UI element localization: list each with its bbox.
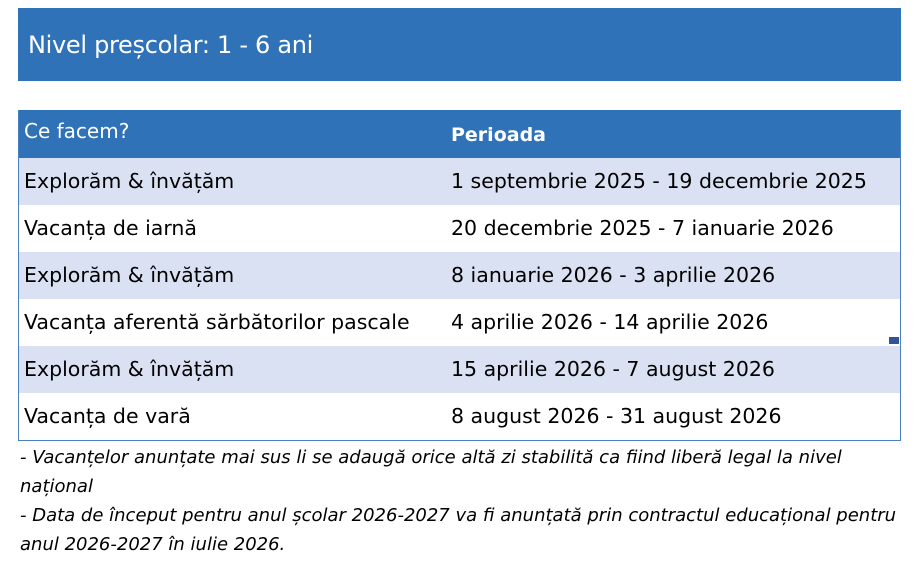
- footnotes: [20, 443, 900, 559]
- schedule-table: [18, 110, 901, 441]
- table-row: [19, 299, 900, 346]
- table-row: [19, 252, 900, 299]
- page-title: Nivel preșcolar: 1 - 6 ani: [28, 30, 314, 59]
- cell-period: 20 decembrie 2025 - 7 ianuarie 2026: [451, 216, 834, 240]
- cell-period: 1 septembrie 2025 - 19 decembrie 2025: [451, 169, 867, 193]
- title-banner: [18, 8, 901, 81]
- header-activity: Ce facem?: [24, 119, 130, 143]
- footnote-next-year: - Data de început pentru anul școlar 2026-2027 va fi anunțată prin contractul educațional pentru anul 2026-2027 în iulie 2026.: [20, 505, 897, 555]
- table-row: [19, 205, 900, 252]
- cell-period: 15 aprilie 2026 - 7 august 2026: [451, 357, 775, 381]
- table-row: [19, 346, 900, 393]
- footnote-holidays: - Vacanțelor anunțate mai sus li se adaugă orice altă zi stabilită ca fiind liberă legal la nivel național: [20, 447, 842, 497]
- cell-activity: Explorăm & învățăm: [24, 357, 235, 381]
- cell-activity: Explorăm & învățăm: [24, 169, 235, 193]
- header-period: Perioada: [451, 124, 546, 146]
- resize-handle[interactable]: [889, 337, 899, 344]
- cell-period: 8 ianuarie 2026 - 3 aprilie 2026: [451, 263, 776, 287]
- table-header: [19, 110, 900, 158]
- cell-activity: Vacanța de iarnă: [24, 216, 197, 240]
- cell-activity: Vacanța aferentă sărbătorilor pascale: [24, 310, 410, 334]
- cell-activity: Vacanța de vară: [24, 404, 191, 428]
- cell-activity: Explorăm & învățăm: [24, 263, 235, 287]
- table-row: [19, 158, 900, 205]
- cell-period: 4 aprilie 2026 - 14 aprilie 2026: [451, 310, 769, 334]
- table-row: [19, 393, 900, 440]
- cell-period: 8 august 2026 - 31 august 2026: [451, 404, 782, 428]
